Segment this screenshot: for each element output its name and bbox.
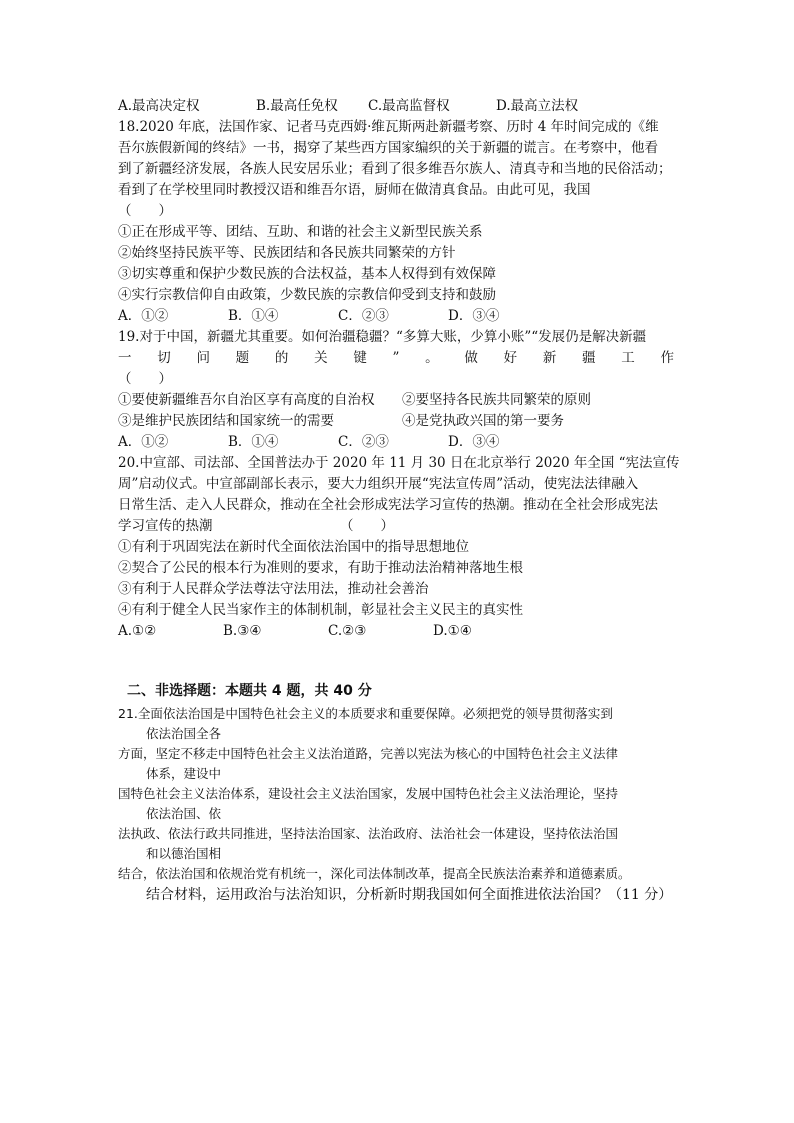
q19-char: 。 (425, 350, 439, 366)
q19-items-row (118, 411, 564, 431)
q21-line: 21.全面依法治国是中国特色社会主义的本质要求和重要保障。必须把党的领导贯彻落实到 (118, 706, 613, 721)
q19-stem-justified-line (118, 348, 674, 368)
q18-stem-line: 到了新疆经济发展，各族人民安居乐业；看到了很多维吾尔族人、清真寺和当地的民俗活动； (118, 161, 672, 177)
q19-char: 切 (157, 350, 171, 366)
q18-option-b: B．①④ (228, 308, 279, 324)
q20-item: ②契合了公民的根本行为准则的要求，有助于推动法治精神落地生根 (118, 560, 523, 576)
q17-option-d: D.最高立法权 (496, 98, 579, 114)
q19-char: 做 (464, 350, 478, 366)
q17-option-b: B.最高任免权 (256, 98, 338, 114)
q20-option-a: A.①② (118, 623, 157, 639)
q18-option-a: A．①② (118, 308, 169, 324)
q17-options (118, 96, 578, 116)
q20-item: ③有利于人民群众学法尊法守法用法，推动社会善治 (118, 581, 429, 597)
q20-option-c: C.②③ (328, 623, 367, 639)
q18-stem-line: 看到了在学校里同时教授汉语和维吾尔语，厨师在做清真食品。由此可见，我国 (118, 182, 591, 198)
q21-line: 体系，建设中 (146, 766, 222, 781)
q19-char: 新 (542, 350, 557, 366)
q20-item: ④有利于健全人民当家作主的体制机制，彰显社会主义民主的真实性 (118, 602, 523, 618)
q19-option-d: D．③④ (448, 434, 500, 450)
q21-line: 依法治国全各 (146, 726, 222, 741)
q20-stem-line: 20.中宣部、司法部、全国普法办于 2020 年 11 月 30 日在北京举行 2020 年全国 “宪法宣传 (118, 455, 680, 471)
q17-option-c: C.最高监督权 (368, 98, 450, 114)
q19-char: 键 (353, 350, 367, 366)
q19-option-c: C．②③ (338, 434, 389, 450)
q18-item: ③切实尊重和保护少数民族的合法权益，基本人权得到有效保障 (118, 266, 496, 282)
q20-stem-line: 日常生活、走入人民群众，推动在全社会形成宪法学习宣传的热潮。推动在全社会形成宪法 (118, 497, 658, 513)
section-title: 二、非选择题：本题共 4 题，共 40 分 (127, 683, 372, 699)
q19-item: ②要坚持各民族共同繁荣的原则 (402, 392, 591, 408)
q19-answer-bracket: （ ） (118, 371, 172, 387)
q18-stem-line: 吾尔族假新闻的终结》一书，揭穿了某些西方国家编织的关于新疆的谎言。在考察中，他看 (118, 140, 658, 156)
q18-item: ①正在形成平等、团结、互助、和谐的社会主义新型民族关系 (118, 224, 483, 240)
q20-option-d: D.①④ (433, 623, 472, 639)
q21-line: 结合，依法治国和依规治党有机统一，深化司法体制改革，提高全民族法治素养和道德素质。 (118, 866, 631, 881)
q18-option-c: C．②③ (338, 308, 389, 324)
q21-line: 国特色社会主义法治体系，建设社会主义法治国家，发展中国特色社会主义法治理论，坚持 (118, 786, 619, 801)
q21-prompt: 结合材料，运用政治与法治知识，分析新时期我国如何全面推进依法治国？（11 分） (146, 887, 673, 903)
q20-stem-line: 周”启动仪式。中宣部副部长表示，要大力组织开展“宪法宣传周”活动，使宪法法律融入 (118, 476, 639, 492)
q19-option-a: A．①② (118, 434, 169, 450)
q19-item: ①要使新疆维吾尔自治区享有高度的自治权 (118, 392, 375, 408)
q18-options (118, 306, 558, 326)
q21-line: 和以德治国相 (146, 846, 222, 861)
q19-char: 一 (118, 350, 132, 366)
q18-answer-bracket: （ ） (118, 203, 172, 219)
q19-items-row (118, 390, 591, 410)
q20-stem-line: 学习宣传的热潮 (118, 518, 213, 534)
q19-item: ③是维护民族团结和国家统一的需要 (118, 413, 334, 429)
q20-options (118, 621, 538, 641)
q19-char: 题 (235, 350, 250, 366)
q21-line: 依法治国、依 (146, 806, 222, 821)
q20-stem-last-row (118, 516, 394, 536)
q19-option-b: B．①④ (228, 434, 279, 450)
q18-stem-line: 18.2020 年底，法国作家、记者马克西姆·维瓦斯两赴新疆考察、历时 4 年时间完成的《维 (118, 119, 659, 135)
q20-answer-bracket: （ ） (340, 518, 394, 534)
q19-item: ④是党执政兴国的第一要务 (402, 413, 564, 429)
q19-char: 的 (274, 350, 289, 366)
q18-item: ②始终坚持民族平等、民族团结和各民族共同繁荣的方针 (118, 245, 456, 261)
q19-char: 好 (503, 350, 518, 366)
q19-char: 工 (621, 350, 635, 366)
q21-line: 法执政、依法行政共同推进，坚持法治国家、法治政府、法治社会一体建设，坚持依法治国 (118, 826, 619, 841)
q20-item: ①有利于巩固宪法在新时代全面依法治国中的指导思想地位 (118, 539, 469, 555)
q19-char: 疆 (582, 350, 596, 366)
q19-char: ” (392, 350, 400, 366)
q19-char: 问 (196, 350, 210, 366)
q21-line: 方面，坚定不移走中国特色社会主义法治道路，完善以宪法为核心的中国特色社会主义法律 (118, 746, 619, 761)
q18-item: ④实行宗教信仰自由政策，少数民族的宗教信仰受到支持和鼓励 (118, 287, 496, 303)
q19-stem-line: 19.对于中国，新疆尤其重要。如何治疆稳疆？“多算大账，少算小账”“发展仍是解决新疆 (118, 329, 647, 345)
q20-option-b: B.③④ (223, 623, 262, 639)
q19-char: 作 (660, 350, 674, 366)
q19-options (118, 432, 558, 452)
q18-option-d: D．③④ (448, 308, 500, 324)
q19-char: 关 (314, 350, 328, 366)
q17-option-a: A.最高决定权 (118, 98, 200, 114)
